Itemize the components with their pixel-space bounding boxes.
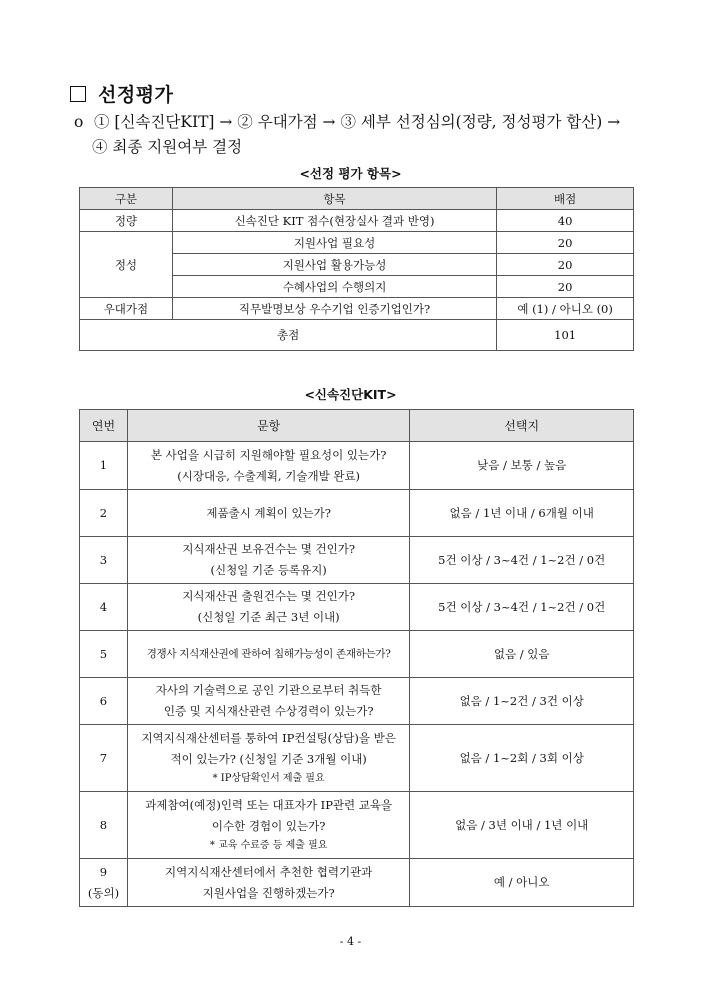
question-note: * 교육 수료증 등 제출 필요 — [209, 840, 328, 851]
item-cell: 수혜사업의 수행의지 — [172, 276, 496, 298]
item-cell: 지원사업 활용가능성 — [172, 254, 496, 276]
question-line: 지역지식재산센터에서 추천한 협력기관과 — [165, 864, 373, 879]
process-text-2: ④ 최종 지원여부 결정 — [92, 138, 243, 156]
process-text-1: ① [신속진단KIT] → ② 우대가점 → ③ 세부 선정심의(정량, 정성평가 합산) → — [94, 113, 621, 131]
question-cell — [127, 442, 409, 490]
question-line: 인증 및 지식재산관련 수상경력이 있는가? — [163, 704, 374, 718]
score-cell: 20 — [497, 232, 634, 254]
question-line: 지원사업을 진행하겠는가? — [202, 885, 335, 900]
question-line: 본 사업을 시급히 지원해야할 필요성이 있는가? — [150, 447, 387, 462]
table-row — [80, 232, 634, 254]
choice-cell: 예 / 아니오 — [410, 859, 634, 907]
total-label: 총점 — [80, 320, 497, 351]
header-category: 구분 — [80, 188, 173, 210]
bullet-marker: o — [74, 113, 84, 131]
choice-cell: 없음 / 1년 이내 / 6개월 이내 — [410, 490, 634, 537]
question-line: (신청일 기준 최근 3년 이내) — [197, 610, 340, 624]
header-item: 항목 — [172, 188, 496, 210]
choice-cell: 없음 / 1~2회 / 3회 이상 — [410, 725, 634, 792]
question-line: 제품출시 계획이 있는가? — [206, 505, 331, 520]
table-header-row — [80, 410, 634, 442]
question-line: 자사의 기술력으로 공인 기관으로부터 취득한 — [155, 683, 382, 697]
question-line: 이수한 경험이 있는가? — [211, 819, 326, 833]
table-row — [80, 210, 634, 232]
table-row — [80, 537, 634, 584]
number-cell: 5 — [80, 631, 128, 678]
question-cell — [127, 631, 409, 678]
table-row — [80, 678, 634, 725]
table-row — [80, 725, 634, 792]
question-line: 경쟁사 지식재산권에 관하여 침해가능성이 존재하는가? — [146, 647, 391, 660]
choice-cell: 낮음 / 보통 / 높음 — [410, 442, 634, 490]
question-line: 지역지식재산센터를 통하여 IP컨설팅(상담)을 받은 — [141, 731, 396, 745]
question-cell — [127, 490, 409, 537]
question-line: 적이 있는가? (신청일 기준 3개월 이내) — [170, 752, 367, 766]
number-cell — [80, 859, 128, 907]
choice-cell: 5건 이상 / 3~4건 / 1~2건 / 0건 — [410, 537, 634, 584]
evaluation-criteria-table — [79, 187, 634, 351]
table-row — [80, 859, 634, 907]
header-score: 배점 — [497, 188, 634, 210]
score-cell: 20 — [497, 254, 634, 276]
question-line: 지식재산권 보유건수는 몇 건인가? — [182, 542, 355, 556]
number-cell: 8 — [80, 792, 128, 859]
question-cell — [127, 678, 409, 725]
choice-cell: 없음 / 1~2건 / 3건 이상 — [410, 678, 634, 725]
question-cell — [127, 584, 409, 631]
item-cell: 신속진단 KIT 점수(현장실사 결과 반영) — [172, 210, 496, 232]
number-cell: 1 — [80, 442, 128, 490]
category-cell: 우대가점 — [80, 298, 173, 320]
score-cell: 예 (1) / 아니오 (0) — [497, 298, 634, 320]
table-row — [80, 442, 634, 490]
score-cell: 20 — [497, 276, 634, 298]
page-number: - 4 - — [339, 935, 362, 948]
category-cell: 정성 — [80, 232, 173, 298]
question-cell — [127, 792, 409, 859]
total-row — [80, 320, 634, 351]
question-note: * IP상담확인서 제출 필요 — [212, 773, 325, 784]
number-cell: 6 — [80, 678, 128, 725]
question-cell — [127, 859, 409, 907]
table1-caption: <선정 평가 항목> — [299, 166, 402, 181]
item-cell: 지원사업 필요성 — [172, 232, 496, 254]
section-heading-text: 선정평가 — [98, 84, 174, 106]
table-row — [80, 584, 634, 631]
question-cell — [127, 537, 409, 584]
question-cell — [127, 725, 409, 792]
header-choices: 선택지 — [410, 410, 634, 442]
table-row — [80, 792, 634, 859]
table-row — [80, 490, 634, 537]
table-row — [80, 631, 634, 678]
question-line: (신청일 기준 등록유지) — [210, 563, 327, 577]
total-score: 101 — [497, 320, 634, 351]
section-heading — [70, 80, 173, 107]
number-cell: 7 — [80, 725, 128, 792]
header-question: 문항 — [127, 410, 409, 442]
number-cell: 4 — [80, 584, 128, 631]
process-line-1 — [74, 110, 620, 134]
number-line: 9 — [99, 864, 108, 879]
item-cell: 직무발명보상 우수기업 인증기업인가? — [172, 298, 496, 320]
table-header-row — [80, 188, 634, 210]
header-number: 연번 — [80, 410, 128, 442]
question-line: 과제참여(예정)인력 또는 대표자가 IP관련 교육을 — [145, 798, 393, 812]
category-cell: 정량 — [80, 210, 173, 232]
table2-caption: <신속진단KIT> — [304, 387, 397, 402]
checkbox-square-icon — [70, 86, 86, 102]
number-line: (동의) — [87, 885, 120, 900]
process-line-2 — [92, 135, 242, 159]
table-row — [80, 298, 634, 320]
number-cell: 2 — [80, 490, 128, 537]
quick-diagnosis-kit-table — [79, 409, 634, 907]
choice-cell: 5건 이상 / 3~4건 / 1~2건 / 0건 — [410, 584, 634, 631]
question-line: 지식재산권 출원건수는 몇 건인가? — [182, 589, 355, 603]
choice-cell: 없음 / 3년 이내 / 1년 이내 — [410, 792, 634, 859]
question-line: (시장대응, 수출계획, 기술개발 완료) — [177, 468, 361, 483]
score-cell: 40 — [497, 210, 634, 232]
choice-cell: 없음 / 있음 — [410, 631, 634, 678]
number-cell: 3 — [80, 537, 128, 584]
